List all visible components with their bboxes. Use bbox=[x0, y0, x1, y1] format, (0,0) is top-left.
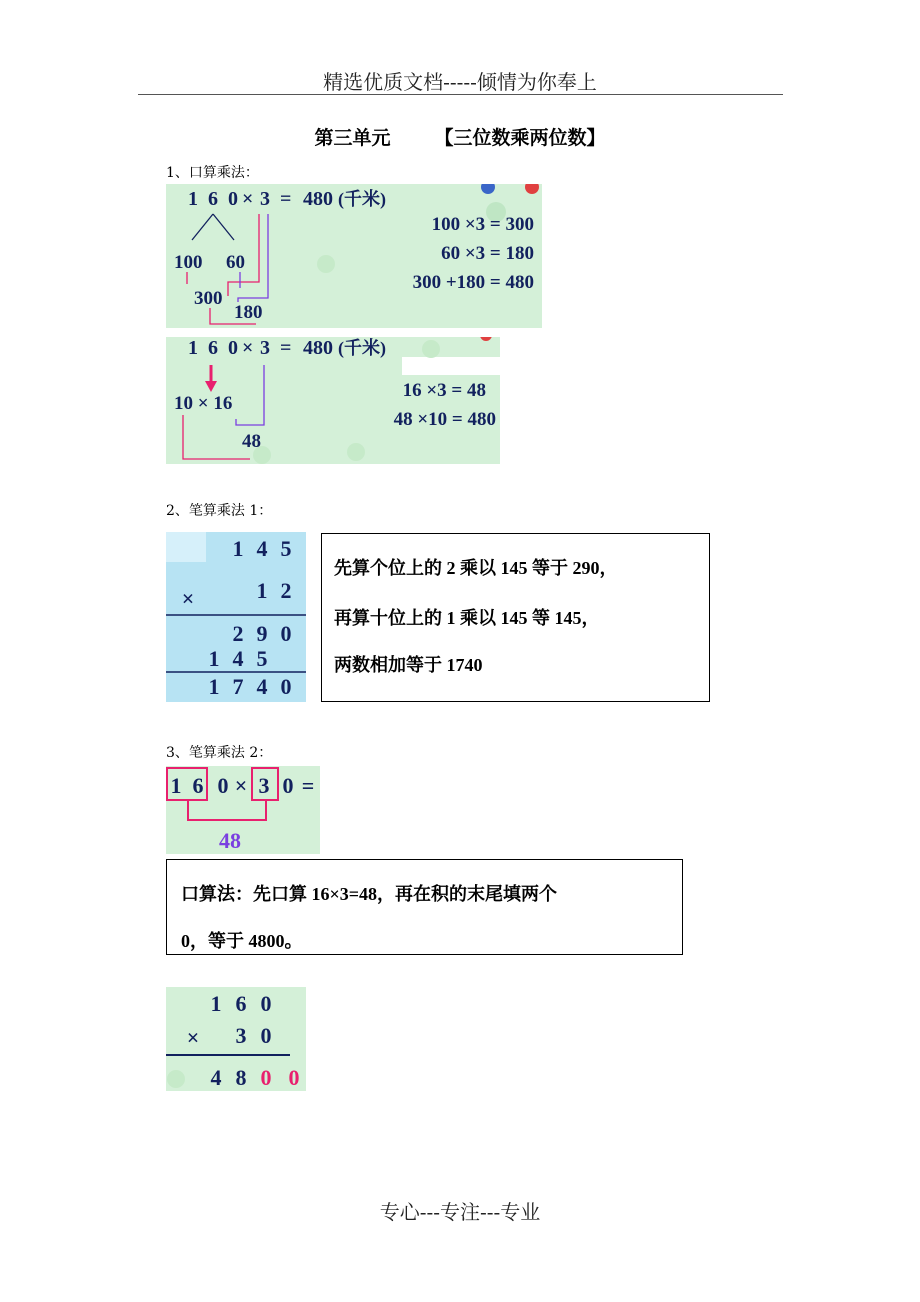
times-sign: × bbox=[181, 586, 195, 611]
digit: 8 bbox=[235, 1065, 247, 1090]
times-sign: × bbox=[186, 1025, 200, 1050]
blue-dot-icon bbox=[481, 184, 495, 194]
digit: 4 bbox=[256, 674, 268, 699]
eq-times: × bbox=[242, 188, 254, 210]
clover-decoration-icon bbox=[167, 1070, 185, 1088]
oral-mult-figure-1-svg bbox=[166, 184, 542, 328]
digit: 0 bbox=[260, 1023, 272, 1048]
step-1: 100 ×3 = 300 bbox=[431, 214, 534, 235]
eq-digit: 6 bbox=[208, 337, 218, 359]
eq-unit: (千米) bbox=[338, 338, 386, 358]
explain-line-2: 再算十位上的 1 乘以 145 等 145， bbox=[334, 608, 600, 628]
page-header: 精选优质文档-----倾情为你奉上 bbox=[323, 70, 597, 94]
page-footer: 专心---专注---专业 bbox=[379, 1200, 541, 1224]
zero-digit: 0 bbox=[260, 1065, 272, 1090]
eq-result: 480 bbox=[303, 337, 333, 359]
written-mult-figure-1 bbox=[166, 532, 306, 702]
explain-line-1: 先算个位上的 2 乘以 145 等于 290， bbox=[334, 558, 618, 578]
digit: 5 bbox=[256, 646, 268, 671]
equals: = bbox=[301, 773, 315, 798]
digit: 1 bbox=[232, 536, 244, 561]
digit: 6 bbox=[192, 773, 204, 798]
rewrite-result: 48 bbox=[242, 431, 261, 452]
digit: 0 bbox=[280, 621, 292, 646]
eq-unit: (千米) bbox=[338, 189, 386, 209]
eq-times: × bbox=[242, 337, 254, 359]
clover-decoration-icon bbox=[422, 340, 440, 358]
step-3: 300 +180 = 480 bbox=[412, 272, 534, 293]
eq-digit: 0 bbox=[228, 337, 238, 359]
title-topic: 【三位数乘两位数】 bbox=[434, 127, 606, 149]
digit: 0 bbox=[282, 773, 294, 798]
digit: 1 bbox=[256, 578, 268, 603]
split-right: 60 bbox=[226, 252, 245, 273]
header-divider bbox=[138, 94, 783, 95]
digit: 6 bbox=[235, 991, 247, 1016]
oral-mult-figure-1 bbox=[166, 184, 542, 328]
section2-label: 2、笔算乘法 1： bbox=[166, 503, 273, 519]
clover-decoration-icon bbox=[317, 255, 335, 273]
eq-digit: 6 bbox=[208, 188, 218, 210]
zero-digit: 0 bbox=[288, 1065, 300, 1090]
times-sign: × bbox=[234, 773, 248, 798]
partial-b: 180 bbox=[234, 302, 263, 323]
partial-result: 48 bbox=[219, 828, 241, 853]
written-mult-figure-3 bbox=[166, 987, 306, 1091]
digit: 4 bbox=[256, 536, 268, 561]
red-dot-icon bbox=[480, 337, 492, 341]
digit: 1 bbox=[210, 991, 222, 1016]
digit: 4 bbox=[232, 646, 244, 671]
down-arrow-head-icon bbox=[205, 381, 217, 392]
written-mult-figure-2 bbox=[166, 766, 320, 854]
eq-digit: 3 bbox=[260, 337, 270, 359]
eq-equals: = bbox=[280, 337, 292, 359]
eq-equals: = bbox=[280, 188, 292, 210]
partial-a: 300 bbox=[194, 288, 223, 309]
digit: 0 bbox=[217, 773, 229, 798]
digit: 2 bbox=[280, 578, 292, 603]
written-mult-figure-3-svg bbox=[166, 987, 306, 1091]
explain-line-3: 两数相加等于 1740 bbox=[334, 655, 483, 675]
digit: 9 bbox=[256, 621, 268, 646]
digit: 7 bbox=[232, 674, 244, 699]
title-unit: 第三单元 bbox=[314, 127, 391, 149]
eq-digit: 1 bbox=[188, 188, 198, 210]
oral-mult-figure-2 bbox=[166, 337, 500, 464]
digit: 5 bbox=[280, 536, 292, 561]
explain-line-1: 口算法：先口算 16×3=48，再在积的末尾填两个 bbox=[181, 884, 558, 904]
oral-mult-figure-2-svg bbox=[166, 337, 500, 464]
written-mult-figure-2-svg bbox=[166, 766, 320, 854]
step-2: 60 ×3 = 180 bbox=[441, 243, 534, 264]
digit: 0 bbox=[280, 674, 292, 699]
eq-result: 480 bbox=[303, 188, 333, 210]
clover-decoration-icon bbox=[347, 443, 365, 461]
digit: 1 bbox=[208, 646, 220, 671]
split-left: 100 bbox=[174, 252, 203, 273]
digit: 0 bbox=[260, 991, 272, 1016]
section1-label: 1、口算乘法： bbox=[166, 165, 259, 181]
page-title bbox=[0, 123, 920, 150]
explain-line-2: 0，等于 4800。 bbox=[181, 931, 303, 951]
digit: 3 bbox=[235, 1023, 247, 1048]
step-2: 48 ×10 = 480 bbox=[393, 409, 496, 430]
eq-digit: 0 bbox=[228, 188, 238, 210]
digit: 3 bbox=[258, 773, 270, 798]
step-1: 16 ×3 = 48 bbox=[402, 380, 486, 401]
explain-box-1 bbox=[321, 533, 710, 702]
eq-digit: 3 bbox=[260, 188, 270, 210]
red-dot-icon bbox=[525, 184, 539, 194]
digit: 1 bbox=[170, 773, 182, 798]
section3-label: 3、笔算乘法 2： bbox=[166, 745, 273, 761]
written-mult-figure-1-svg bbox=[166, 532, 306, 702]
eq-digit: 1 bbox=[188, 337, 198, 359]
digit: 4 bbox=[210, 1065, 222, 1090]
digit: 2 bbox=[232, 621, 244, 646]
digit: 1 bbox=[208, 674, 220, 699]
explain-box-2 bbox=[166, 859, 683, 955]
rewrite: 10 × 16 bbox=[174, 393, 233, 414]
